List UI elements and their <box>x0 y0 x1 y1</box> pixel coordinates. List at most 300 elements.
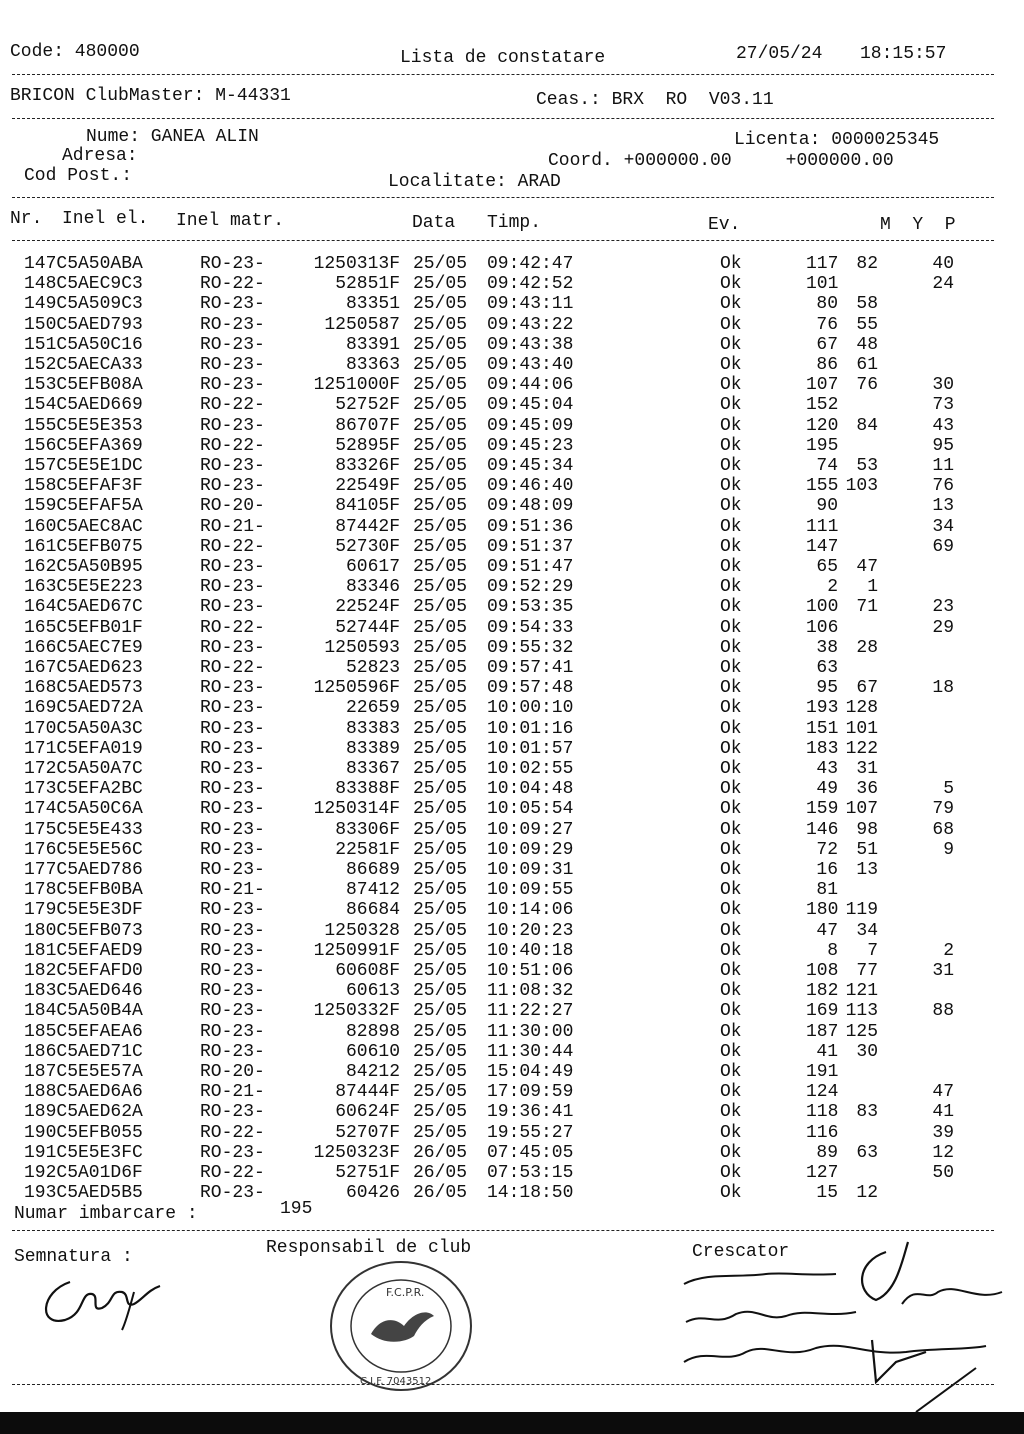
registration-number: 86689 <box>345 860 400 880</box>
arrival-date: 25/05 <box>413 1082 468 1103</box>
arrival-date: 25/05 <box>413 637 468 658</box>
value-m: 191 <box>806 1062 839 1082</box>
ring-number: 192C5A01D6F <box>24 1163 143 1183</box>
value-p: 69 <box>932 536 954 557</box>
table-row <box>0 779 1024 799</box>
arrival-date: 25/05 <box>413 597 468 618</box>
arrival-date: 25/05 <box>413 415 468 436</box>
value-y: 67 <box>856 678 878 699</box>
arrival-time: 09:53:35 <box>487 597 574 618</box>
value-y: 55 <box>856 314 878 335</box>
owner-signature <box>30 1262 180 1332</box>
registration-number: 52751F <box>335 1163 400 1183</box>
arrival-date: 25/05 <box>413 839 468 860</box>
value-m: 159 <box>806 799 839 820</box>
arrival-time: 09:43:40 <box>487 355 574 375</box>
value-m: 183 <box>806 738 839 759</box>
registration-prefix: RO-23- <box>200 920 265 941</box>
arrival-time: 10:20:23 <box>487 920 574 941</box>
registration-prefix: RO-23- <box>200 698 265 719</box>
arrival-time: 09:45:23 <box>487 435 574 456</box>
value-m: 101 <box>806 274 839 295</box>
divider <box>12 118 994 119</box>
event-status: Ok <box>720 375 742 396</box>
registration-prefix: RO-23- <box>200 314 265 335</box>
value-p: 47 <box>932 1082 954 1103</box>
column-header-myp: M Y P <box>880 215 956 235</box>
registration-number: 86684 <box>345 900 400 921</box>
registration-prefix: RO-23- <box>200 1041 265 1062</box>
registration-prefix: RO-23- <box>200 577 265 598</box>
value-m: 116 <box>806 1122 839 1143</box>
registration-number: 22659 <box>345 698 400 719</box>
event-status: Ok <box>720 516 742 537</box>
arrival-time: 19:36:41 <box>487 1102 574 1123</box>
arrival-time: 10:40:18 <box>487 940 574 961</box>
table-row <box>0 274 1024 294</box>
boarding-count: 195 <box>280 1199 313 1219</box>
value-m: 120 <box>806 415 839 436</box>
registration-number: 52730F <box>335 536 400 557</box>
value-m: 15 <box>816 1183 838 1204</box>
ring-number: 158C5EFAF3F <box>24 476 143 497</box>
table-row <box>0 921 1024 941</box>
ring-number: 174C5A50C6A <box>24 799 143 820</box>
ring-number: 166C5AEC7E9 <box>24 637 143 658</box>
registration-prefix: RO-23- <box>200 375 265 396</box>
value-p: 13 <box>932 496 954 517</box>
registration-prefix: RO-23- <box>200 819 265 840</box>
table-row <box>0 496 1024 516</box>
ring-number: 191C5E5E3FC <box>24 1142 143 1163</box>
ring-number: 190C5EFB055 <box>24 1122 143 1143</box>
event-status: Ok <box>720 476 742 497</box>
ring-number: 183C5AED646 <box>24 981 143 1002</box>
table-row <box>0 618 1024 638</box>
value-p: 18 <box>932 678 954 699</box>
registration-prefix: RO-22- <box>200 395 265 416</box>
value-y: 84 <box>856 415 878 436</box>
table-row <box>0 436 1024 456</box>
arrival-time: 09:52:29 <box>487 577 574 598</box>
arrival-time: 09:43:38 <box>487 334 574 355</box>
arrival-time: 10:04:48 <box>487 779 574 800</box>
value-y: 98 <box>856 819 878 840</box>
value-m: 72 <box>816 839 838 860</box>
ring-number: 181C5EFAED9 <box>24 940 143 961</box>
arrival-date: 25/05 <box>413 395 468 416</box>
arrival-date: 25/05 <box>413 1001 468 1022</box>
value-y: 122 <box>845 738 878 759</box>
value-y: 63 <box>856 1142 878 1163</box>
value-y: 30 <box>856 1041 878 1062</box>
registration-number: 60608F <box>335 961 400 981</box>
value-m: 152 <box>806 395 839 416</box>
registration-number: 83306F <box>335 819 400 840</box>
value-y: 58 <box>856 294 878 315</box>
registration-number: 52823 <box>345 658 400 678</box>
ring-number: 162C5A50B95 <box>24 557 143 577</box>
table-row <box>0 900 1024 920</box>
ring-number: 149C5A509C3 <box>24 294 143 315</box>
event-status: Ok <box>720 1021 742 1042</box>
arrival-date: 25/05 <box>413 334 468 355</box>
event-status: Ok <box>720 577 742 598</box>
value-p: 88 <box>932 1001 954 1022</box>
registration-number: 87444F <box>335 1082 400 1103</box>
table-row <box>0 294 1024 314</box>
arrival-date: 25/05 <box>413 900 468 921</box>
table-row <box>0 961 1024 981</box>
ring-number: 171C5EFA019 <box>24 738 143 759</box>
table-row <box>0 1042 1024 1062</box>
clock-info: Ceas.: BRX RO V03.11 <box>536 90 774 110</box>
table-row <box>0 375 1024 395</box>
value-m: 111 <box>806 516 839 537</box>
arrival-date: 25/05 <box>413 617 468 638</box>
event-status: Ok <box>720 1102 742 1123</box>
value-m: 106 <box>806 617 839 638</box>
value-y: 119 <box>845 900 878 921</box>
event-status: Ok <box>720 1142 742 1163</box>
table-row <box>0 820 1024 840</box>
registration-number: 60613 <box>345 981 400 1002</box>
registration-number: 52752F <box>335 395 400 416</box>
arrival-time: 09:46:40 <box>487 476 574 497</box>
association-stamp <box>326 1256 476 1396</box>
arrival-date: 26/05 <box>413 1163 468 1183</box>
table-row <box>0 941 1024 961</box>
boarding-label: Numar imbarcare : <box>14 1204 198 1224</box>
arrival-date: 25/05 <box>413 880 468 901</box>
arrival-date: 25/05 <box>413 577 468 598</box>
value-m: 86 <box>816 355 838 375</box>
registration-number: 84212 <box>345 1062 400 1082</box>
ring-number: 182C5EFAFD0 <box>24 961 143 981</box>
ring-number: 186C5AED71C <box>24 1041 143 1062</box>
owner-name: Nume: GANEA ALIN <box>86 127 259 147</box>
value-m: 8 <box>827 940 838 961</box>
registration-number: 1250991F <box>313 940 400 961</box>
arrival-time: 10:09:31 <box>487 860 574 880</box>
registration-prefix: RO-23- <box>200 355 265 375</box>
arrival-time: 10:51:06 <box>487 961 574 981</box>
value-m: 124 <box>806 1082 839 1103</box>
ring-number: 150C5AED793 <box>24 314 143 335</box>
arrival-date: 25/05 <box>413 1041 468 1062</box>
value-p: 11 <box>932 456 954 476</box>
event-status: Ok <box>720 658 742 678</box>
arrival-time: 09:57:48 <box>487 678 574 699</box>
arrival-date: 25/05 <box>413 920 468 941</box>
table-row <box>0 315 1024 335</box>
arrival-time: 10:01:16 <box>487 718 574 739</box>
registration-number: 83388F <box>335 779 400 800</box>
registration-prefix: RO-23- <box>200 981 265 1002</box>
value-p: 31 <box>932 961 954 981</box>
value-y: 83 <box>856 1102 878 1123</box>
event-status: Ok <box>720 819 742 840</box>
event-status: Ok <box>720 759 742 779</box>
registration-number: 60624F <box>335 1102 400 1123</box>
event-status: Ok <box>720 860 742 880</box>
ring-number: 188C5AED6A6 <box>24 1082 143 1103</box>
registration-number: 1250314F <box>313 799 400 820</box>
table-row <box>0 1143 1024 1163</box>
value-m: 43 <box>816 759 838 779</box>
registration-prefix: RO-23- <box>200 940 265 961</box>
value-m: 16 <box>816 860 838 880</box>
arrival-time: 07:45:05 <box>487 1142 574 1163</box>
value-m: 169 <box>806 1001 839 1022</box>
ring-number: 173C5EFA2BC <box>24 779 143 800</box>
registration-prefix: RO-23- <box>200 1001 265 1022</box>
event-status: Ok <box>720 536 742 557</box>
value-p: 24 <box>932 274 954 295</box>
table-row <box>0 1022 1024 1042</box>
event-status: Ok <box>720 557 742 577</box>
arrival-date: 25/05 <box>413 355 468 375</box>
value-m: 193 <box>806 698 839 719</box>
table-row <box>0 799 1024 819</box>
registration-number: 52851F <box>335 274 400 295</box>
table-row <box>0 638 1024 658</box>
registration-number: 60610 <box>345 1041 400 1062</box>
locality: Localitate: ARAD <box>388 172 561 192</box>
table-row <box>0 597 1024 617</box>
registration-prefix: RO-21- <box>200 516 265 537</box>
event-status: Ok <box>720 274 742 295</box>
table-row <box>0 557 1024 577</box>
arrival-date: 25/05 <box>413 456 468 476</box>
print-date: 27/05/24 <box>736 44 823 64</box>
ring-number: 151C5A50C16 <box>24 334 143 355</box>
value-m: 108 <box>806 961 839 981</box>
ring-number: 175C5E5E433 <box>24 819 143 840</box>
club-master: BRICON ClubMaster: M-44331 <box>10 86 291 106</box>
arrival-date: 25/05 <box>413 860 468 880</box>
event-status: Ok <box>720 1122 742 1143</box>
ring-number: 155C5E5E353 <box>24 415 143 436</box>
arrival-date: 25/05 <box>413 759 468 779</box>
value-m: 49 <box>816 779 838 800</box>
event-status: Ok <box>720 637 742 658</box>
value-y: 128 <box>845 698 878 719</box>
arrival-time: 09:54:33 <box>487 617 574 638</box>
event-status: Ok <box>720 334 742 355</box>
arrival-time: 09:45:09 <box>487 415 574 436</box>
arrival-time: 10:02:55 <box>487 759 574 779</box>
arrival-date: 25/05 <box>413 940 468 961</box>
column-header-nr: Nr. <box>10 209 43 229</box>
value-p: 73 <box>932 395 954 416</box>
ring-number: 189C5AED62A <box>24 1102 143 1123</box>
value-y: 101 <box>845 718 878 739</box>
value-m: 74 <box>816 456 838 476</box>
registration-number: 22581F <box>335 839 400 860</box>
arrival-date: 25/05 <box>413 658 468 678</box>
registration-prefix: RO-23- <box>200 718 265 739</box>
ring-number: 169C5AED72A <box>24 698 143 719</box>
table-row <box>0 517 1024 537</box>
value-m: 38 <box>816 637 838 658</box>
table-row <box>0 456 1024 476</box>
event-status: Ok <box>720 698 742 719</box>
arrival-date: 25/05 <box>413 718 468 739</box>
arrival-date: 25/05 <box>413 1021 468 1042</box>
document-title: Lista de constatare <box>400 48 606 68</box>
event-status: Ok <box>720 981 742 1002</box>
value-m: 146 <box>806 819 839 840</box>
column-header-registration: Inel matr. <box>176 211 285 231</box>
value-y: 28 <box>856 637 878 658</box>
ring-number: 178C5EFB0BA <box>24 880 143 901</box>
arrival-date: 25/05 <box>413 1102 468 1123</box>
ring-number: 148C5AEC9C3 <box>24 274 143 295</box>
ring-number: 156C5EFA369 <box>24 435 143 456</box>
registration-number: 1250332F <box>313 1001 400 1022</box>
registration-prefix: RO-21- <box>200 880 265 901</box>
registration-number: 86707F <box>335 415 400 436</box>
table-row <box>0 355 1024 375</box>
table-row <box>0 1123 1024 1143</box>
ring-number: 184C5A50B4A <box>24 1001 143 1022</box>
registration-number: 1250323F <box>313 1142 400 1163</box>
arrival-date: 25/05 <box>413 738 468 759</box>
event-status: Ok <box>720 294 742 315</box>
arrival-time: 09:48:09 <box>487 496 574 517</box>
ring-number: 164C5AED67C <box>24 597 143 618</box>
ring-number: 168C5AED573 <box>24 678 143 699</box>
table-row <box>0 1163 1024 1183</box>
event-status: Ok <box>720 597 742 618</box>
arrival-date: 25/05 <box>413 819 468 840</box>
code-label: Code: 480000 <box>10 42 140 62</box>
column-header-date: Data <box>412 213 456 233</box>
ring-number: 180C5EFB073 <box>24 920 143 941</box>
value-y: 12 <box>856 1183 878 1204</box>
event-status: Ok <box>720 718 742 739</box>
registration-prefix: RO-23- <box>200 799 265 820</box>
value-y: 113 <box>845 1001 878 1022</box>
ring-number: 172C5A50A7C <box>24 759 143 779</box>
value-y: 47 <box>856 557 878 577</box>
table-row <box>0 880 1024 900</box>
value-y: 125 <box>845 1021 878 1042</box>
value-y: 53 <box>856 456 878 476</box>
stamp-label: F.C.P.R. <box>386 1286 425 1299</box>
event-status: Ok <box>720 254 742 274</box>
value-y: 76 <box>856 375 878 396</box>
event-status: Ok <box>720 1082 742 1103</box>
table-row <box>0 1082 1024 1102</box>
postcode-label: Cod Post.: <box>24 166 133 186</box>
arrival-time: 10:09:29 <box>487 839 574 860</box>
event-status: Ok <box>720 415 742 436</box>
registration-prefix: RO-22- <box>200 274 265 295</box>
table-row <box>0 840 1024 860</box>
event-status: Ok <box>720 1163 742 1183</box>
arrival-date: 25/05 <box>413 981 468 1002</box>
value-y: 13 <box>856 860 878 880</box>
table-row <box>0 981 1024 1001</box>
value-m: 107 <box>806 375 839 396</box>
event-status: Ok <box>720 940 742 961</box>
value-y: 121 <box>845 981 878 1002</box>
breeder-label: Crescator <box>692 1242 790 1262</box>
registration-prefix: RO-22- <box>200 658 265 678</box>
registration-number: 1250313F <box>313 254 400 274</box>
table-row <box>0 1001 1024 1021</box>
scan-edge <box>0 1412 1024 1434</box>
signature-label: Semnatura : <box>14 1247 133 1267</box>
registration-prefix: RO-23- <box>200 334 265 355</box>
arrival-time: 10:14:06 <box>487 900 574 921</box>
registration-prefix: RO-20- <box>200 1062 265 1082</box>
arrival-time: 10:09:55 <box>487 880 574 901</box>
divider <box>12 1384 994 1385</box>
registration-number: 1250596F <box>313 678 400 699</box>
value-y: 51 <box>856 839 878 860</box>
value-m: 76 <box>816 314 838 335</box>
table-row <box>0 416 1024 436</box>
arrival-date: 25/05 <box>413 799 468 820</box>
ring-number: 177C5AED786 <box>24 860 143 880</box>
registration-number: 84105F <box>335 496 400 517</box>
value-p: 39 <box>932 1122 954 1143</box>
event-status: Ok <box>720 799 742 820</box>
registration-prefix: RO-23- <box>200 1142 265 1163</box>
arrival-time: 14:18:50 <box>487 1183 574 1204</box>
value-p: 68 <box>932 819 954 840</box>
registration-prefix: RO-23- <box>200 738 265 759</box>
stamp-cif: C.I.F. 7043512 <box>360 1376 432 1387</box>
registration-prefix: RO-23- <box>200 597 265 618</box>
arrival-time: 09:51:37 <box>487 536 574 557</box>
arrival-time: 07:53:15 <box>487 1163 574 1183</box>
arrival-date: 25/05 <box>413 375 468 396</box>
registration-prefix: RO-23- <box>200 294 265 315</box>
registration-number: 52895F <box>335 435 400 456</box>
divider <box>12 197 994 198</box>
table-row <box>0 1102 1024 1122</box>
event-status: Ok <box>720 738 742 759</box>
registration-number: 87412 <box>345 880 400 901</box>
value-p: 43 <box>932 415 954 436</box>
value-m: 100 <box>806 597 839 618</box>
event-status: Ok <box>720 880 742 901</box>
ring-number: 187C5E5E57A <box>24 1062 143 1082</box>
arrival-time: 17:09:59 <box>487 1082 574 1103</box>
arrival-time: 09:42:47 <box>487 254 574 274</box>
ring-number: 165C5EFB01F <box>24 617 143 638</box>
value-p: 29 <box>932 617 954 638</box>
value-m: 2 <box>827 577 838 598</box>
registration-number: 83346 <box>345 577 400 598</box>
value-m: 65 <box>816 557 838 577</box>
table-row <box>0 759 1024 779</box>
ring-number: 153C5EFB08A <box>24 375 143 396</box>
value-p: 40 <box>932 254 954 274</box>
table-row <box>0 254 1024 274</box>
ring-number: 167C5AED623 <box>24 658 143 678</box>
table-row <box>0 860 1024 880</box>
arrival-date: 25/05 <box>413 435 468 456</box>
registration-number: 1250587 <box>324 314 400 335</box>
value-p: 30 <box>932 375 954 396</box>
registration-prefix: RO-23- <box>200 637 265 658</box>
table-row <box>0 537 1024 557</box>
